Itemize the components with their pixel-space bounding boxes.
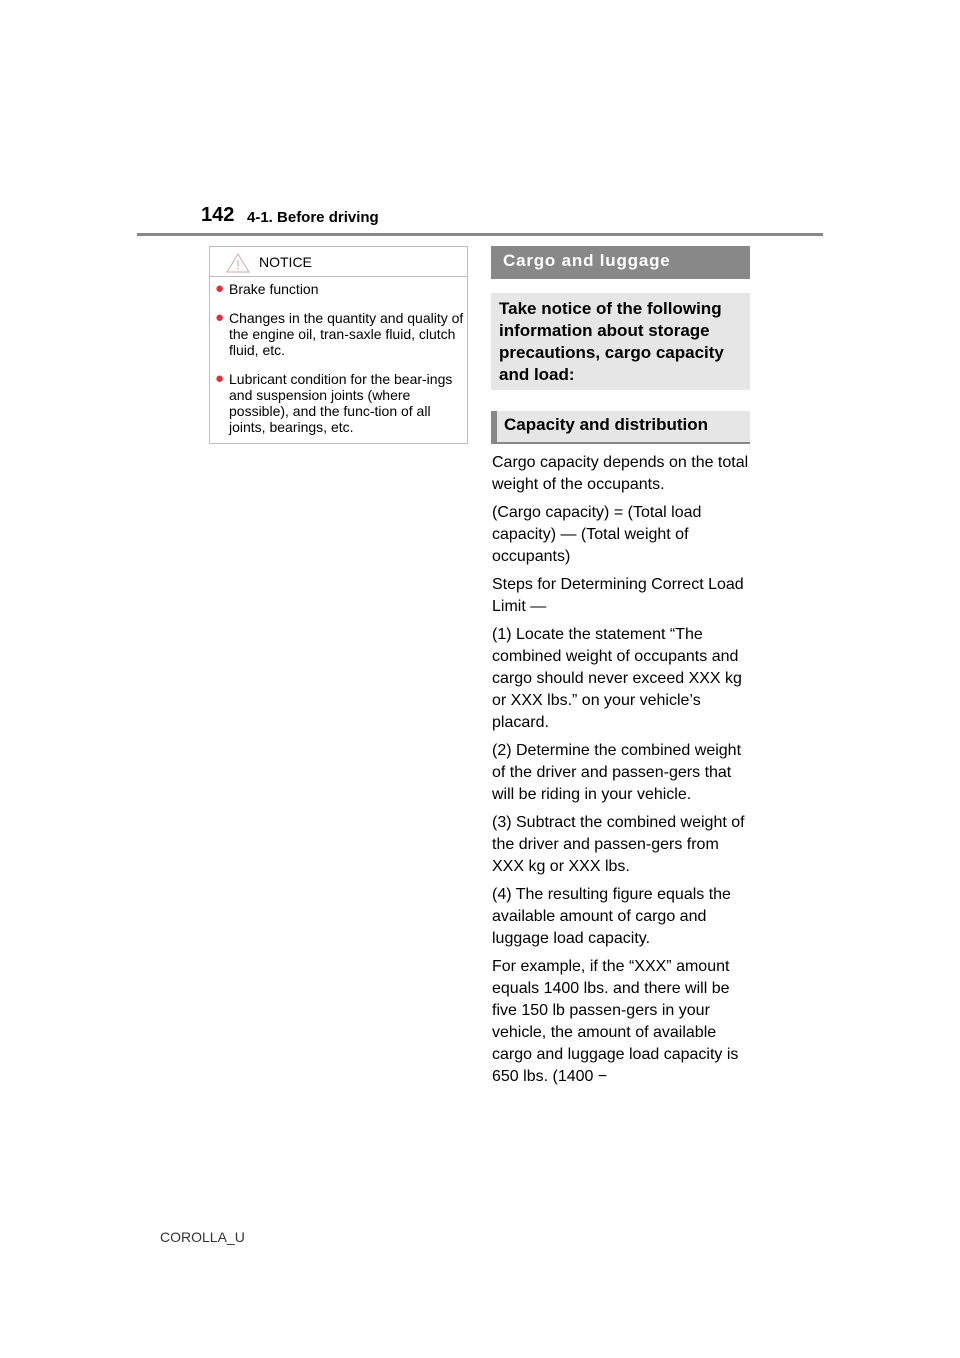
cargo-heading: Cargo and luggage	[491, 246, 750, 279]
notice-item	[215, 371, 465, 435]
notice-item	[215, 281, 465, 297]
paragraph: (3) Subtract the combined weight of the driver and passen-gers from XXX kg or XXX lbs.	[492, 814, 745, 875]
bullet-icon: ●	[215, 309, 225, 326]
warning-triangle-icon	[225, 252, 251, 274]
paragraph: (2) Determine the combined weight of the driver and passen-gers that will be riding in your vehicle.	[492, 742, 742, 803]
footer-model: COROLLA_U	[160, 1229, 245, 1245]
notice-item	[215, 310, 465, 358]
bullet-icon: ●	[215, 280, 225, 297]
capacity-heading: Capacity and distribution	[491, 411, 750, 444]
notice-header	[210, 247, 467, 277]
paragraph: (1) Locate the statement “The combined weight of occupants and cargo should never exceed XXX kg or XXX lbs.” on your vehicle’s placard.	[492, 626, 742, 731]
paragraph: (4) The resulting figure equals the available amount of cargo and luggage load capacity.	[492, 886, 731, 947]
paragraph: (Cargo capacity) = (Total load capacity) — (Total weight of occupants)	[492, 504, 702, 565]
notice-item-text: Changes in the quantity and quality of the engine oil, tran-saxle fluid, clutch fluid, etc.	[229, 310, 464, 358]
cargo-intro: Take notice of the following information about storage precautions, cargo capacity and load:	[491, 293, 750, 390]
notice-item-text: Brake function	[229, 281, 319, 297]
bullet-icon: ●	[215, 370, 225, 387]
paragraph: Cargo capacity depends on the total weight of the occupants.	[492, 454, 749, 493]
notice-box	[209, 246, 468, 444]
page-number: 142	[201, 204, 235, 226]
header-rule	[137, 233, 823, 236]
section-title: 4-1. Before driving	[247, 209, 379, 226]
capacity-body	[492, 452, 754, 1094]
notice-label: NOTICE	[259, 254, 312, 270]
notice-item-text: Lubricant condition for the bear-ings and suspension joints (where possible), and the func-tion of all joints, bearings, etc.	[229, 371, 453, 435]
paragraph: For example, if the “XXX” amount equals 1400 lbs. and there will be five 150 lb passen-gers in your vehicle, the amount of available cargo and luggage load capacity is 650 lbs. (1400 −	[492, 958, 739, 1085]
paragraph: Steps for Determining Correct Load Limit —	[492, 576, 744, 615]
